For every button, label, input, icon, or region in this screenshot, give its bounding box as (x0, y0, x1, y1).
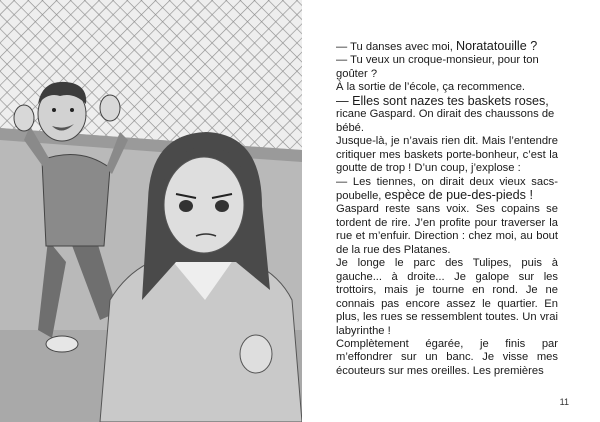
paragraph: — Tu veux un croque-monsieur, pour ton goûter ? (336, 54, 539, 80)
paragraph: Je longe le parc des Tulipes, puis à gauche... à droite... Je galope sur les trottoirs, mais je tourne en rond. Je ne connais pas encore assez le quartier. En plus, les rues se ressemblent toutes. Un vrai labyrinthe ! (336, 257, 558, 337)
paragraph: À la sortie de l’école, ça recommence. (336, 81, 526, 94)
paragraph: — Elles sont nazes tes baskets roses, (336, 93, 549, 108)
paragraph (336, 40, 558, 54)
text-run: — Les tiennes, on dirait deux vieux sacs-poubelle, (336, 175, 558, 202)
text-run: — Tu danses avec moi, (336, 41, 457, 53)
paragraph: ricane Gaspard. On dirait des chaussons de bébé. (336, 108, 555, 134)
paragraph: Complètement égarée, je finis par m’effondrer sur un banc. Je visse mes écouteurs sur mes oreilles. Les premières (336, 337, 558, 377)
paragraph: Jusque-là, je n’avais rien dit. Mais l’entendre critiquer mes baskets porte-bonheur, c’est la goutte de trop ! D’un coup, j’explose : (336, 135, 558, 175)
paragraph (336, 176, 558, 204)
emphasized-text: Noratatouille ? (456, 39, 538, 53)
page-number: 11 (559, 397, 569, 407)
emphasized-text: espèce de pue-des-pieds ! (384, 187, 533, 202)
story-text (336, 40, 558, 378)
paragraph: Gaspard reste sans voix. Ses copains se tordent de rire. J’en profite pour traverser la rue et m’enfuir. Direction : chez moi, au bout de la rue des Platanes. (336, 203, 558, 256)
